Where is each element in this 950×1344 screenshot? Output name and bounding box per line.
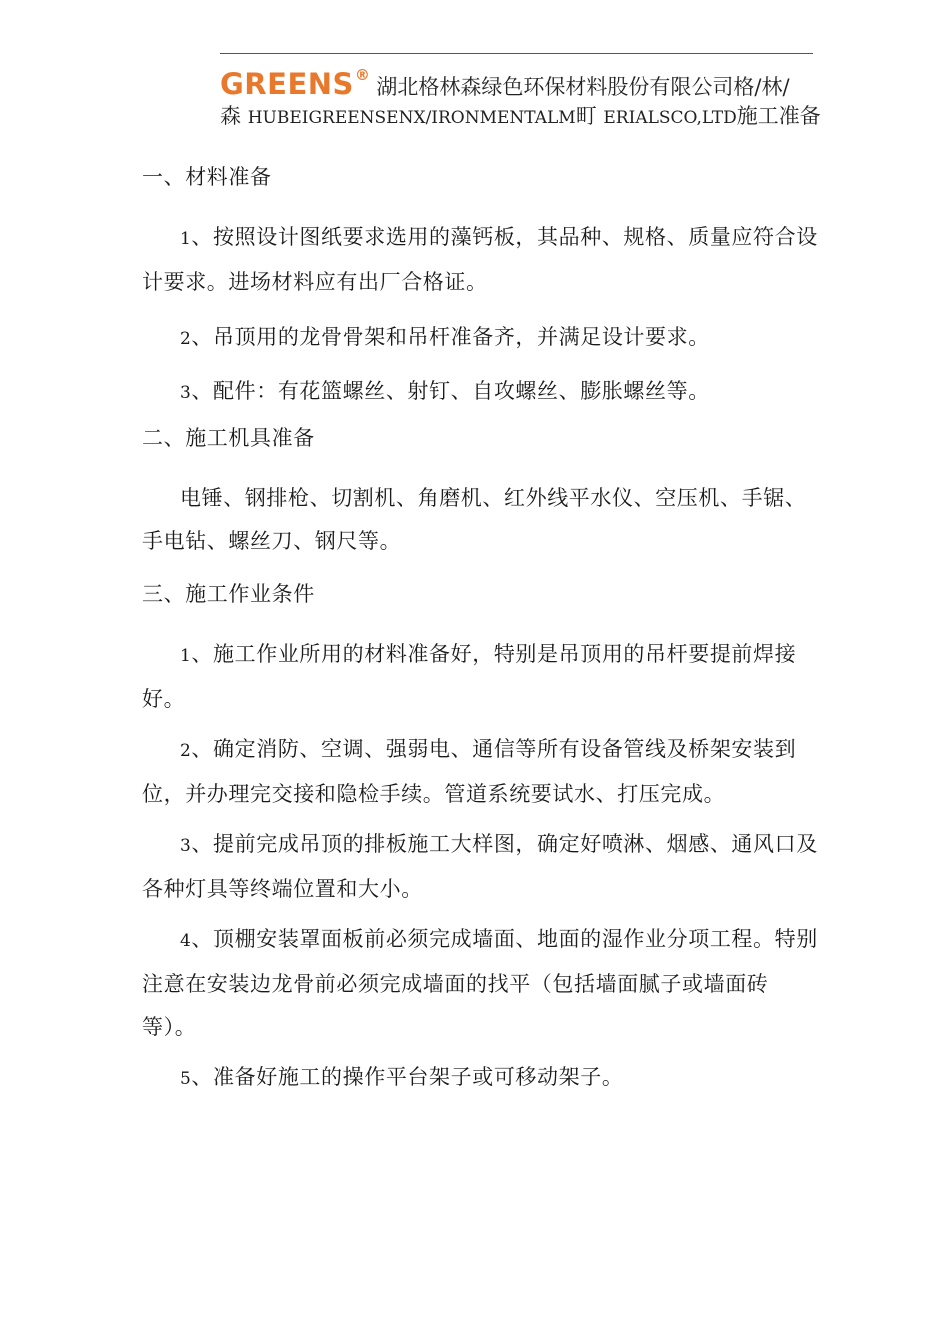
paragraph [142,216,822,304]
paragraph [142,823,822,911]
company-name-cn-cont: 森 [220,104,241,128]
section-heading: 一、材料准备 [142,165,272,189]
paragraph-number: 3 [180,836,192,856]
paragraph-number: 2 [180,329,192,349]
paragraph [142,316,822,361]
document-title: 施工准备 [736,104,821,128]
company-name-cn: 湖北格林森绿色环保材料股份有限公司格/林/ [376,75,790,99]
paragraph-number: 2 [180,741,192,761]
header-line-2 [220,98,821,136]
paragraph-text: 、准备好施工的操作平台架子或可移动架子。 [191,1065,624,1089]
paragraph-number: 1 [180,229,192,249]
company-name-en-2: ERIALSCO,LTD [603,108,737,128]
paragraph-text: 、按照设计图纸要求选用的藻钙板，其品种、规格、质量应符合设计要求。进场材料应有出厂合格证。 [142,225,818,294]
logo-text: GREENS [220,67,354,101]
company-name-en: HUBEIGREENSENX/IRONMENTALM [247,108,576,128]
paragraph [142,918,822,1049]
paragraph-text: 、施工作业所用的材料准备好，特别是吊顶用的吊杆要提前焊接好。 [142,642,797,711]
paragraph [142,1056,822,1101]
paragraph-number: 3 [180,383,192,403]
paragraph [142,370,822,415]
paragraph-text: 、确定消防、空调、强弱电、通信等所有设备管线及桥架安装到位，并办理完交接和隐检手续。管道系统要试水、打压完成。 [142,737,797,806]
paragraph-number: 4 [180,931,192,951]
section-heading: 二、施工机具准备 [142,426,315,450]
paragraph-number: 1 [180,646,192,666]
section-heading: 三、施工作业条件 [142,582,315,606]
paragraph [142,728,822,816]
greens-logo [220,56,370,103]
paragraph-text: 、提前完成吊顶的排板施工大样图，确定好喷淋、烟感、通风口及各种灯具等终端位置和大小。 [142,832,818,901]
paragraph-text: 、吊顶用的龙骨骨架和吊杆准备齐，并满足设计要求。 [191,325,710,349]
paragraph-text: 、顶棚安装罩面板前必须完成墙面、地面的湿作业分项工程。特别注意在安装边龙骨前必须完成墙面的找平（包括墙面腻子或墙面砖等）。 [142,927,818,1039]
paragraph-text: 电锤、钢排枪、切割机、角磨机、红外线平水仪、空压机、手锯、手电钻、螺丝刀、钢尺等。 [142,486,807,553]
paragraph [142,477,822,563]
paragraph-number: 5 [180,1069,192,1089]
paragraph-text: 、配件：有花篮螺丝、射钉、自攻螺丝、膨胀螺丝等。 [191,379,710,403]
header-rule [220,53,813,54]
company-name-glyph: 町 [575,104,597,128]
paragraph [142,633,822,721]
registered-mark: ® [354,66,371,84]
